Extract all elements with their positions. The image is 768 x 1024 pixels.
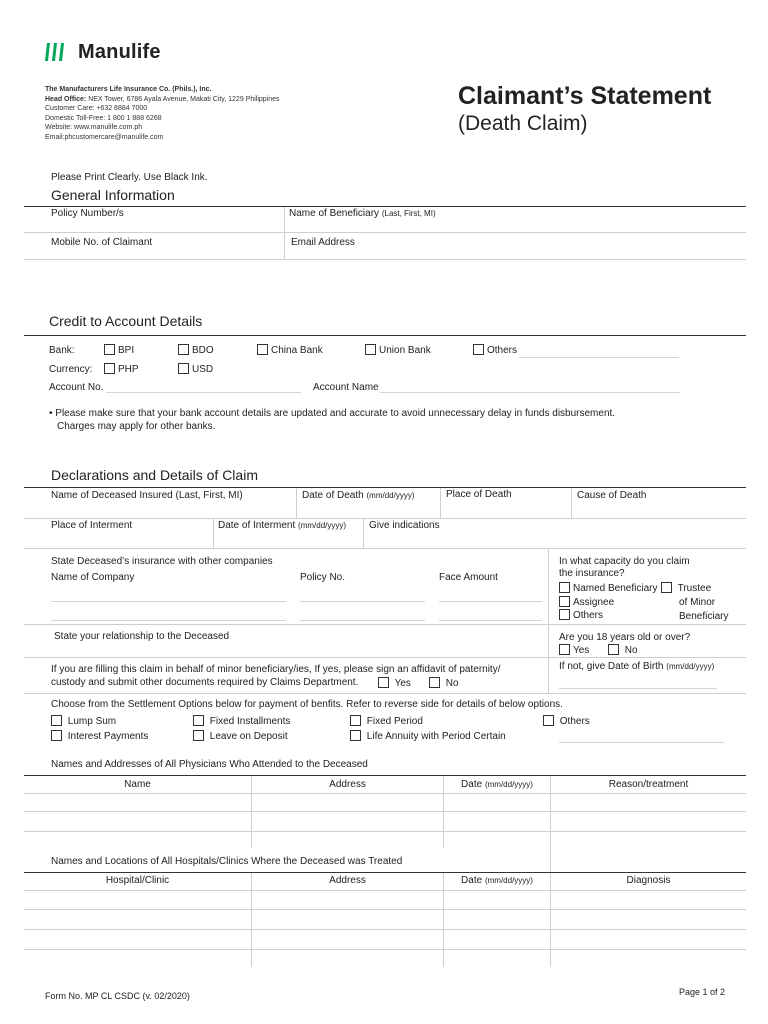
physicians-title: Names and Addresses of All Physicians Who Attended to the Deceased bbox=[51, 759, 368, 770]
dob-field[interactable] bbox=[559, 688, 717, 689]
interest-payments-label: Interest Payments bbox=[67, 731, 149, 742]
physicians-header-address: Address bbox=[329, 779, 366, 790]
form-number: Form No. MP CL CSDC (v. 02/2020) bbox=[45, 991, 190, 1001]
policy-field-2[interactable] bbox=[300, 620, 425, 621]
divider bbox=[571, 488, 572, 519]
checkbox[interactable] bbox=[559, 644, 570, 655]
divider bbox=[443, 776, 444, 848]
leave-on-deposit-label: Leave on Deposit bbox=[209, 731, 288, 742]
relationship-label: State your relationship to the Deceased bbox=[54, 631, 230, 642]
capacity-others-label: Others bbox=[573, 610, 604, 621]
divider bbox=[213, 519, 214, 549]
divider bbox=[24, 775, 746, 776]
policy-no-label: Policy No. bbox=[300, 572, 346, 583]
assignee-option[interactable] bbox=[559, 596, 614, 609]
divider bbox=[24, 657, 746, 658]
checkbox[interactable] bbox=[473, 344, 484, 355]
company-info bbox=[45, 85, 325, 142]
face-amount-field-1[interactable] bbox=[439, 601, 542, 602]
of-minor-label: of Minor bbox=[679, 597, 716, 608]
physicians-header-reason: Reason/treatment bbox=[608, 779, 689, 790]
age-yes-label: Yes bbox=[573, 645, 590, 656]
checkbox[interactable] bbox=[104, 363, 115, 374]
checkbox[interactable] bbox=[543, 715, 554, 726]
checkbox[interactable] bbox=[559, 609, 570, 620]
bank-label-others: Others bbox=[487, 345, 518, 356]
date-of-death-label bbox=[302, 490, 415, 502]
bank-option-bpi[interactable] bbox=[104, 344, 134, 357]
date-text: Date bbox=[461, 779, 483, 790]
general-heading: General Information bbox=[51, 187, 175, 203]
divider bbox=[24, 206, 746, 207]
beneficiary-name-text: Name of Beneficiary bbox=[289, 208, 380, 219]
checkbox[interactable] bbox=[51, 715, 62, 726]
divider bbox=[440, 488, 441, 519]
age-no-option[interactable] bbox=[608, 644, 638, 657]
checkbox[interactable] bbox=[559, 596, 570, 607]
date-of-death-text: Date of Death bbox=[302, 490, 364, 501]
settle-others-field[interactable] bbox=[559, 742, 724, 743]
company-name: The Manufacturers Life Insurance Co. (Phils.), Inc. bbox=[45, 86, 212, 93]
minor-no-label: No bbox=[445, 678, 459, 689]
checkbox[interactable] bbox=[193, 730, 204, 741]
checkbox[interactable] bbox=[178, 344, 189, 355]
bank-label-union-bank: Union Bank bbox=[379, 345, 431, 356]
checkbox[interactable] bbox=[378, 677, 389, 688]
age-no-label: No bbox=[624, 645, 638, 656]
bank-note-line1: • Please make sure that your bank account details are updated and accurate to avoid unnecessary delay in funds disbursement. bbox=[49, 408, 616, 419]
bank-label: Bank: bbox=[49, 345, 75, 356]
beneficiary-name-label bbox=[289, 208, 436, 220]
hospitals-header-diagnosis: Diagnosis bbox=[626, 875, 671, 886]
cause-of-death-label: Cause of Death bbox=[577, 490, 647, 501]
minor-yes-option[interactable] bbox=[378, 677, 411, 690]
fixed-period-label: Fixed Period bbox=[366, 716, 423, 727]
bank-option-china-bank[interactable] bbox=[257, 344, 323, 357]
dob-text: If not, give Date of Birth bbox=[559, 661, 664, 672]
divider bbox=[24, 335, 746, 336]
bank-label-bdo: BDO bbox=[192, 345, 214, 356]
settle-others-option[interactable] bbox=[543, 715, 590, 728]
fixed-period-option[interactable] bbox=[350, 715, 423, 728]
divider bbox=[24, 624, 746, 625]
hospitals-header-address: Address bbox=[329, 875, 366, 886]
date-hint: (mm/dd/yyyy) bbox=[366, 491, 415, 500]
other-insurance-label: State Deceased’s insurance with other companies bbox=[51, 556, 273, 567]
currency-label-php: PHP bbox=[118, 364, 139, 375]
beneficiary-hint: (Last, First, MI) bbox=[381, 209, 436, 218]
account-no-label: Account No. bbox=[49, 382, 104, 393]
bank-label-bpi: BPI bbox=[118, 345, 135, 356]
bank-label-china-bank: China Bank bbox=[271, 345, 323, 356]
settlement-intro: Choose from the Settlement Options below for payment of benfits. Refer to reverse side for details of below options. bbox=[51, 699, 563, 710]
age-question: Are you 18 years old or over? bbox=[559, 632, 691, 643]
lump-sum-option[interactable] bbox=[51, 715, 116, 728]
date-interment-label bbox=[218, 520, 346, 532]
divider bbox=[24, 872, 746, 873]
table-row bbox=[24, 929, 746, 930]
mobile-label: Mobile No. of Claimant bbox=[51, 237, 153, 248]
currency-label: Currency: bbox=[49, 364, 93, 375]
lump-sum-label: Lump Sum bbox=[67, 716, 117, 727]
policy-number-field[interactable] bbox=[51, 230, 279, 231]
bank-option-bdo[interactable] bbox=[178, 344, 214, 357]
policy-number-label: Policy Number/s bbox=[51, 208, 124, 219]
company-field-2[interactable] bbox=[51, 620, 286, 621]
bank-option-others[interactable] bbox=[473, 344, 517, 357]
life-annuity-option[interactable] bbox=[350, 730, 506, 743]
head-office-label: Head Office: bbox=[45, 95, 87, 103]
divider bbox=[550, 873, 551, 967]
hospitals-header-date bbox=[444, 875, 550, 886]
fixed-installments-label: Fixed Installments bbox=[209, 716, 291, 727]
assignee-label: Assignee bbox=[573, 597, 615, 608]
fixed-installments-option[interactable] bbox=[193, 715, 290, 728]
email: Email:phcustomercare@manulife.com bbox=[45, 133, 164, 141]
checkbox[interactable] bbox=[350, 715, 361, 726]
divider bbox=[24, 518, 746, 519]
capacity-question-2: the insurance? bbox=[559, 568, 625, 579]
bank-others-field[interactable] bbox=[519, 357, 679, 358]
account-name-label: Account Name bbox=[313, 382, 379, 393]
date-interment-text: Date of Interment bbox=[218, 520, 296, 531]
checkbox[interactable] bbox=[661, 582, 672, 593]
physicians-header-name: Name bbox=[124, 779, 151, 790]
toll-free: Domestic Toll-Free: 1 800 1 888 6268 bbox=[45, 114, 162, 122]
give-indications-label: Give indications bbox=[369, 520, 440, 531]
form-title bbox=[458, 82, 711, 136]
checkbox[interactable] bbox=[429, 677, 440, 688]
trustee-label: Trustee bbox=[677, 583, 712, 594]
divider bbox=[24, 548, 746, 549]
head-office-line bbox=[45, 95, 325, 105]
date-hint: (mm/dd/yyyy) bbox=[298, 521, 347, 530]
website: Website: www.manulife.com.ph bbox=[45, 124, 143, 131]
place-of-death-label: Place of Death bbox=[446, 489, 512, 500]
date-hint: (mm/dd/yyyy) bbox=[484, 876, 533, 885]
bank-option-union-bank[interactable] bbox=[365, 344, 431, 357]
currency-label-usd: USD bbox=[192, 364, 214, 375]
company-field-1[interactable] bbox=[51, 601, 286, 602]
minor-note-line2: custody and submit other documents required by Claims Department. bbox=[51, 677, 359, 688]
credit-heading: Credit to Account Details bbox=[49, 313, 203, 329]
account-no-field[interactable] bbox=[106, 392, 301, 393]
currency-option-usd[interactable] bbox=[178, 363, 213, 376]
email-label: Email Address bbox=[291, 237, 355, 248]
minor-yes-label: Yes bbox=[394, 678, 411, 689]
capacity-question-1: In what capacity do you claim bbox=[559, 556, 690, 567]
brand-name: Manulife bbox=[78, 41, 161, 63]
divider bbox=[284, 207, 285, 259]
divider bbox=[24, 793, 746, 794]
bank-note-line2: Charges may apply for other banks. bbox=[57, 421, 216, 432]
manulife-m-icon bbox=[44, 42, 66, 62]
divider bbox=[550, 776, 551, 872]
interest-payments-option[interactable] bbox=[51, 730, 148, 743]
policy-field-1[interactable] bbox=[300, 601, 425, 602]
divider bbox=[24, 259, 746, 260]
checkbox[interactable] bbox=[350, 730, 361, 741]
page-number: Page 1 of 2 bbox=[679, 987, 726, 997]
name-of-company-label: Name of Company bbox=[51, 572, 135, 583]
divider bbox=[251, 873, 252, 967]
checkbox[interactable] bbox=[559, 582, 570, 593]
capacity-others-option[interactable] bbox=[559, 609, 603, 622]
named-beneficiary-option[interactable] bbox=[559, 582, 657, 595]
dob-label bbox=[559, 661, 714, 673]
declarations-heading: Declarations and Details of Claim bbox=[51, 467, 258, 483]
table-row bbox=[24, 811, 746, 812]
life-annuity-label: Life Annuity with Period Certain bbox=[366, 731, 506, 742]
settle-others-label: Others bbox=[559, 716, 590, 727]
date-hint: (mm/dd/yyyy) bbox=[666, 662, 715, 671]
deceased-name-label: Name of Deceased Insured (Last, First, MI) bbox=[51, 490, 243, 501]
manulife-logo bbox=[44, 41, 161, 67]
divider bbox=[24, 487, 746, 488]
divider bbox=[443, 873, 444, 967]
instruction: Please Print Clearly. Use Black Ink. bbox=[51, 172, 208, 183]
checkbox[interactable] bbox=[193, 715, 204, 726]
hospitals-title: Names and Locations of All Hospitals/Clinics Where the Deceased was Treated bbox=[51, 856, 403, 867]
checkbox[interactable] bbox=[365, 344, 376, 355]
currency-option-php[interactable] bbox=[104, 363, 139, 376]
divider bbox=[24, 232, 746, 233]
table-row bbox=[24, 909, 746, 910]
table-row bbox=[24, 949, 746, 950]
date-text: Date bbox=[461, 875, 483, 886]
checkbox[interactable] bbox=[104, 344, 115, 355]
title-sub: (Death Claim) bbox=[458, 112, 588, 135]
beneficiary-label: Beneficiary bbox=[679, 611, 729, 622]
checkbox[interactable] bbox=[257, 344, 268, 355]
place-interment-label: Place of Interment bbox=[51, 520, 133, 531]
physicians-header-date bbox=[444, 779, 550, 790]
divider bbox=[24, 890, 746, 891]
divider bbox=[24, 693, 746, 694]
divider bbox=[548, 549, 549, 694]
face-amount-label: Face Amount bbox=[439, 572, 498, 583]
hospitals-header-name: Hospital/Clinic bbox=[105, 875, 170, 886]
checkbox[interactable] bbox=[608, 644, 619, 655]
divider bbox=[251, 776, 252, 848]
divider bbox=[363, 519, 364, 549]
trustee-option[interactable] bbox=[661, 582, 711, 595]
customer-care: Customer Care: +632 8884 7000 bbox=[45, 105, 148, 112]
account-name-field[interactable] bbox=[380, 392, 680, 393]
head-office-address: NEX Tower, 6786 Ayala Avenue, Makati City, 1229 Philippines bbox=[88, 95, 280, 103]
leave-on-deposit-option[interactable] bbox=[193, 730, 288, 743]
minor-note-line1: If you are filling this claim in behalf of minor beneficiary/ies, If yes, please sign an affidavit of paternity/ bbox=[51, 664, 501, 675]
divider bbox=[296, 488, 297, 519]
checkbox[interactable] bbox=[51, 730, 62, 741]
age-yes-option[interactable] bbox=[559, 644, 589, 657]
minor-no-option[interactable] bbox=[429, 677, 459, 690]
checkbox[interactable] bbox=[178, 363, 189, 374]
title-main: Claimant’s Statement bbox=[458, 82, 712, 110]
table-row bbox=[24, 831, 746, 832]
date-hint: (mm/dd/yyyy) bbox=[484, 780, 533, 789]
named-beneficiary-label: Named Beneficiary bbox=[573, 583, 658, 594]
face-amount-field-2[interactable] bbox=[439, 620, 542, 621]
